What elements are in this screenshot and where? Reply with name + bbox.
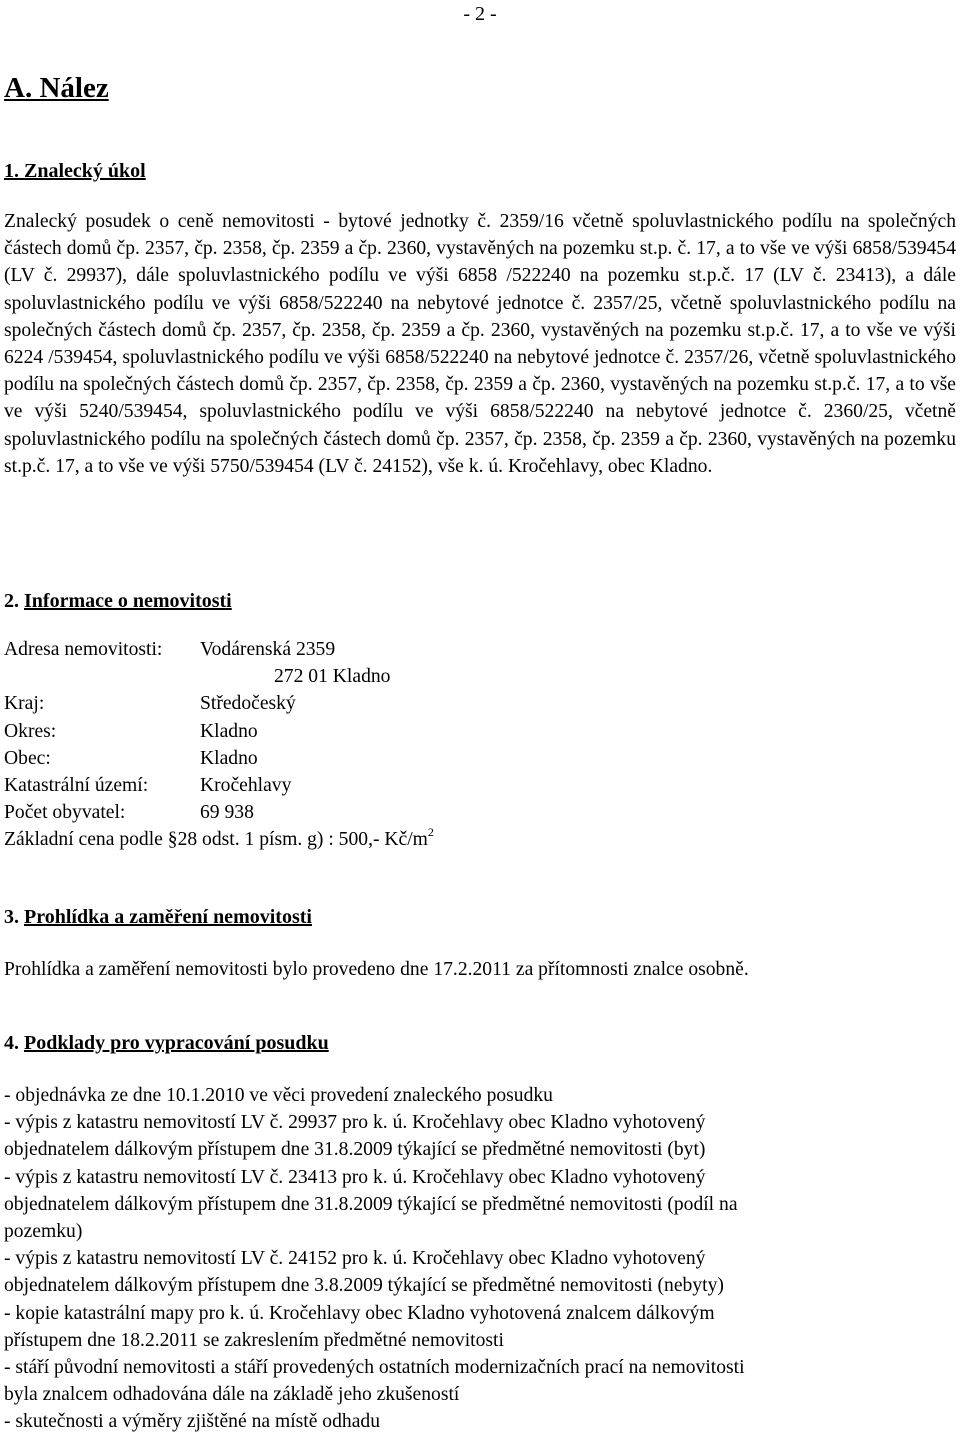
source-documents-list xyxy=(4,1082,956,1436)
info-label xyxy=(4,663,200,690)
info-label: Počet obyvatel: xyxy=(4,802,126,824)
list-item: přístupem dne 18.2.2011 se zakreslením předmětné nemovitosti xyxy=(4,1329,504,1351)
list-item: objednatelem dálkovým přístupem dne 31.8.2009 týkající se předmětné nemovitosti (podíl na xyxy=(4,1193,738,1215)
document-title: A. Nález xyxy=(4,72,109,104)
base-price-label: Základní cena podle xyxy=(4,829,163,851)
section-3-number: 3. xyxy=(4,906,19,928)
list-item: - stáří původní nemovitosti a stáří provedených ostatních modernizačních prací na nemovitosti xyxy=(4,1357,745,1379)
property-info-table xyxy=(4,636,434,854)
info-value: Kladno xyxy=(200,720,258,742)
info-row-address xyxy=(4,636,434,663)
list-item: objednatelem dálkovým přístupem dne 3.8.2009 týkající se předmětné nemovitosti (nebyty) xyxy=(4,1275,724,1297)
section-1-number: 1. xyxy=(4,160,19,182)
info-label: Obec: xyxy=(4,747,51,769)
list-item: byla znalcem odhadována dále na základě jeho zkušeností xyxy=(4,1384,460,1406)
base-price-line xyxy=(4,826,434,853)
list-item: - výpis z katastru nemovitostí LV č. 23413 pro k. ú. Kročehlavy obec Kladno vyhotovený xyxy=(4,1166,706,1188)
list-item: - skutečnosti a výměry zjištěné na místě odhadu xyxy=(4,1411,380,1433)
section-4-number: 4. xyxy=(4,1032,19,1054)
info-value: Kladno xyxy=(200,747,258,769)
info-value: Vodárenská 2359 xyxy=(200,639,336,660)
list-item: objednatelem dálkovým přístupem dne 31.8.2009 týkající se předmětné nemovitosti (byt) xyxy=(4,1139,706,1161)
base-price-superscript: 2 xyxy=(427,825,434,840)
section-2-title: Informace o nemovitosti xyxy=(24,590,232,612)
list-item: pozemku) xyxy=(4,1221,83,1243)
section-3-heading xyxy=(4,904,312,930)
list-item: - výpis z katastru nemovitostí LV č. 24152 pro k. ú. Kročehlavy obec Kladno vyhotovený xyxy=(4,1248,706,1270)
section-2-number: 2. xyxy=(4,590,19,612)
info-label: Katastrální území: xyxy=(4,775,149,797)
section-1-heading xyxy=(4,158,146,184)
info-value: Kročehlavy xyxy=(200,775,292,797)
section-1-title: Znalecký úkol xyxy=(24,160,146,182)
info-label: Adresa nemovitosti: xyxy=(4,639,163,660)
info-row-base-price xyxy=(4,826,434,853)
info-label: Kraj: xyxy=(4,693,45,715)
list-item: - výpis z katastru nemovitostí LV č. 29937 pro k. ú. Kročehlavy obec Kladno vyhotovený xyxy=(4,1112,706,1134)
info-label: Okres: xyxy=(4,720,57,742)
list-item: - kopie katastrální mapy pro k. ú. Kročehlavy obec Kladno vyhotovená znalcem dálkovým xyxy=(4,1302,715,1324)
list-item: - objednávka ze dne 10.1.2010 ve věci provedení znaleckého posudku xyxy=(4,1085,553,1106)
section-4-title: Podklady pro vypracování posudku xyxy=(24,1032,329,1054)
info-row-district xyxy=(4,718,434,745)
section-1-text: Znalecký posudek o ceně nemovitosti - bytové jednotky č. 2359/16 včetně spoluvlastnického podílu na společných částech domů čp. 2357, čp. 2358, čp. 2359 a čp. 2360, vystavěných na pozemku st.p. č. 17, a to vše ve výši 6858/539454 (LV č. 29937), dále spoluvlastnického podílu ve výši 6858 /522240 na pozemku st.p.č. 17 (LV č. 23413), a dále spoluvlastnického podílu ve výši 6858/522240 na nebytové jednotce č. 2357/25, včetně spoluvlastnického podílu na společných částech domů čp. 2357, čp. 2358, čp. 2359 a čp. 2360, vystavěných na pozemku st.p.č. 17, a to vše ve výši 6224 /539454, spoluvlastnického podílu ve výši 6858/522240 na nebytové jednotce č. 2357/26, včetně spoluvlastnického podílu na společných částech domů čp. 2357, čp. 2358, čp. 2359 a čp. 2360, vystavěných na pozemku st.p.č. 17, a to vše ve výši 5240/539454, spoluvlastnického podílu ve výši 6858/522240 na nebytové jednotce č. 2360/25, včetně spoluvlastnického podílu na společných částech domů čp. 2357, čp. 2358, čp. 2359 a čp. 2360, vystavěných na pozemku st.p.č. 17, a to vše ve výši 5750/539454 (LV č. 24152), vše k. ú. Kročehlavy, obec Kladno. xyxy=(4,211,956,477)
section-2-heading xyxy=(4,588,232,614)
info-value: Středočeský xyxy=(200,693,296,715)
section-3-text: Prohlídka a zaměření nemovitosti bylo provedeno dne 17.2.2011 za přítomnosti znalce osobně. xyxy=(4,959,749,980)
section-4-heading xyxy=(4,1030,329,1056)
info-value: 272 01 Kladno xyxy=(274,666,391,688)
info-row-region xyxy=(4,690,434,717)
base-price-paragraph: §28 odst. 1 písm. g) : 500,- Kč/m xyxy=(167,829,428,851)
info-row-municipality xyxy=(4,745,434,772)
info-row-address-city xyxy=(4,663,434,690)
section-3-title: Prohlídka a zaměření nemovitosti xyxy=(24,906,312,928)
info-value: 69 938 xyxy=(200,802,254,824)
page-number: - 2 - xyxy=(463,3,497,25)
info-row-population xyxy=(4,799,434,826)
info-row-cadastral-area xyxy=(4,772,434,799)
